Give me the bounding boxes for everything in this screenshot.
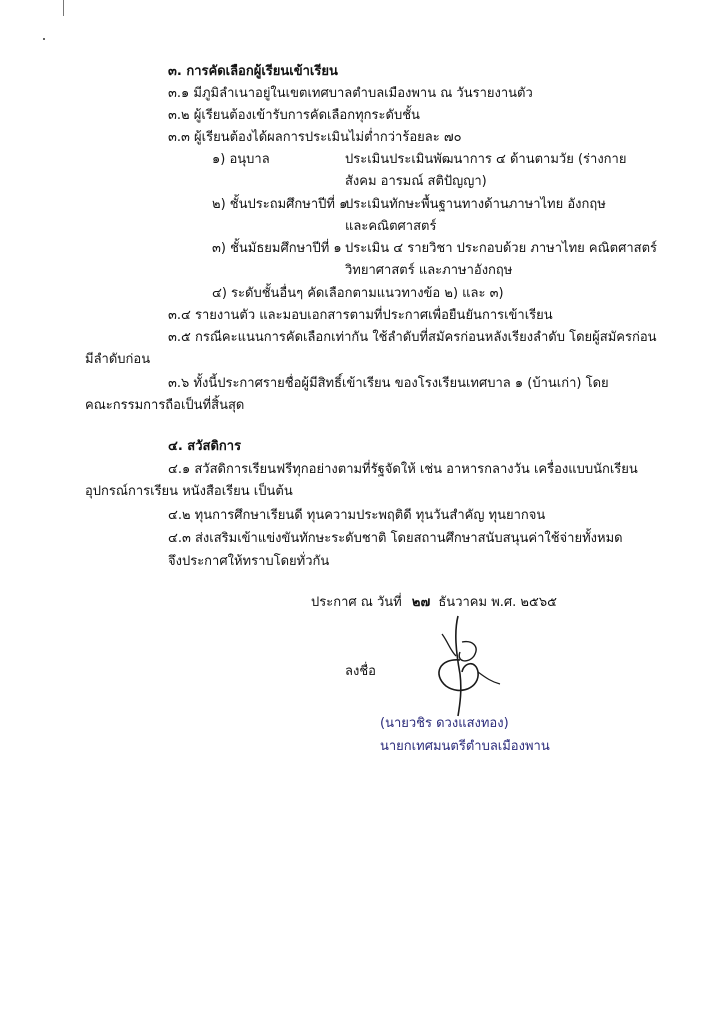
closing-statement: จึงประกาศให้ทราบโดยทั่วกัน [168, 554, 330, 569]
section4-item3: ๔.๓ ส่งเสริมเข้าแข่งขันทักษะระดับชาติ โดยสถานศึกษาสนับสนุนค่าใช้จ่ายทั้งหมด [168, 531, 623, 546]
section3-heading: ๓. การคัดเลือกผู้เรียนเข้าเรียน [168, 64, 338, 79]
date-day: ๒๗ [411, 595, 431, 610]
signer-name: (นายวชิร ดวงแสงทอง) [380, 716, 509, 731]
section3-item4: ๓.๔ รายงานตัว และมอบเอกสารตามที่ประกาศเพื่อยืนยันการเข้าเรียน [168, 308, 553, 323]
scan-speck [43, 38, 45, 40]
level-desc-cont: วิทยาศาสตร์ และภาษาอังกฤษ [345, 263, 513, 278]
scan-mark [63, 0, 64, 16]
level-desc: ประเมิน ๔ รายวิชา ประกอบด้วย ภาษาไทย คณิตศาสตร์ [345, 241, 658, 256]
section3-item1: ๓.๑ มีภูมิลำเนาอยู่ในเขตเทศบาลตำบลเมืองพาน ณ วันรายงานตัว [168, 86, 533, 101]
signature-label: ลงชื่อ [345, 664, 376, 679]
section3-item3: ๓.๓ ผู้เรียนต้องได้ผลการประเมินไม่ต่ำกว่าร้อยละ ๗๐ [168, 130, 462, 145]
date-prefix: ประกาศ ณ วันที่ [311, 595, 402, 610]
section3-item6-cont: คณะกรรมการถือเป็นที่สิ้นสุด [85, 398, 245, 413]
section3-item5: ๓.๕ กรณีคะแนนการคัดเลือกเท่ากัน ใช้ลำดับที่สมัครก่อนหลังเรียงลำดับ โดยผู้สมัครก่อน [168, 330, 657, 345]
level-label: ๒) ชั้นประถมศึกษาปีที่ ๑ [212, 197, 348, 212]
signer-title: นายกเทศมนตรีตำบลเมืองพาน [380, 739, 550, 754]
level-desc-cont: และคณิตศาสตร์ [345, 219, 437, 234]
level-label: ๓) ชั้นมัธยมศึกษาปีที่ ๑ [212, 241, 342, 256]
level-desc: ประเมินทักษะพื้นฐานทางด้านภาษาไทย อังกฤษ [345, 197, 606, 212]
level-other: ๔) ระดับชั้นอื่นๆ คัดเลือกตามแนวทางข้อ ๒) และ ๓) [212, 286, 504, 301]
section3-item5-cont: มีลำดับก่อน [85, 352, 151, 367]
section4-item2: ๔.๒ ทุนการศึกษาเรียนดี ทุนความประพฤติดี ทุนวันสำคัญ ทุนยากจน [168, 508, 546, 523]
section3-item2: ๓.๒ ผู้เรียนต้องเข้ารับการคัดเลือกทุกระดับชั้น [168, 108, 420, 123]
date-month-year: ธันวาคม พ.ศ. ๒๕๖๕ [438, 595, 557, 610]
section4-item1-cont: อุปกรณ์การเรียน หนังสือเรียน เป็นต้น [85, 484, 293, 499]
level-desc: ประเมินประเมินพัฒนาการ ๔ ด้านตามวัย (ร่างกาย [345, 152, 627, 167]
level-desc-cont: สังคม อารมณ์ สติปัญญา) [345, 174, 487, 189]
section3-item6: ๓.๖ ทั้งนี้ประกาศรายชื่อผู้มีสิทธิ์เข้าเรียน ของโรงเรียนเทศบาล ๑ (บ้านเก่า) โดย [168, 376, 609, 391]
level-label: ๑) อนุบาล [212, 152, 270, 167]
section4-heading: ๔. สวัสดิการ [168, 439, 242, 454]
section4-item1: ๔.๑ สวัสดิการเรียนฟรีทุกอย่างตามที่รัฐจัดให้ เช่น อาหารกลางวัน เครื่องแบบนักเรียน [168, 462, 638, 477]
signature-icon [420, 612, 510, 722]
announcement-date [311, 594, 557, 612]
